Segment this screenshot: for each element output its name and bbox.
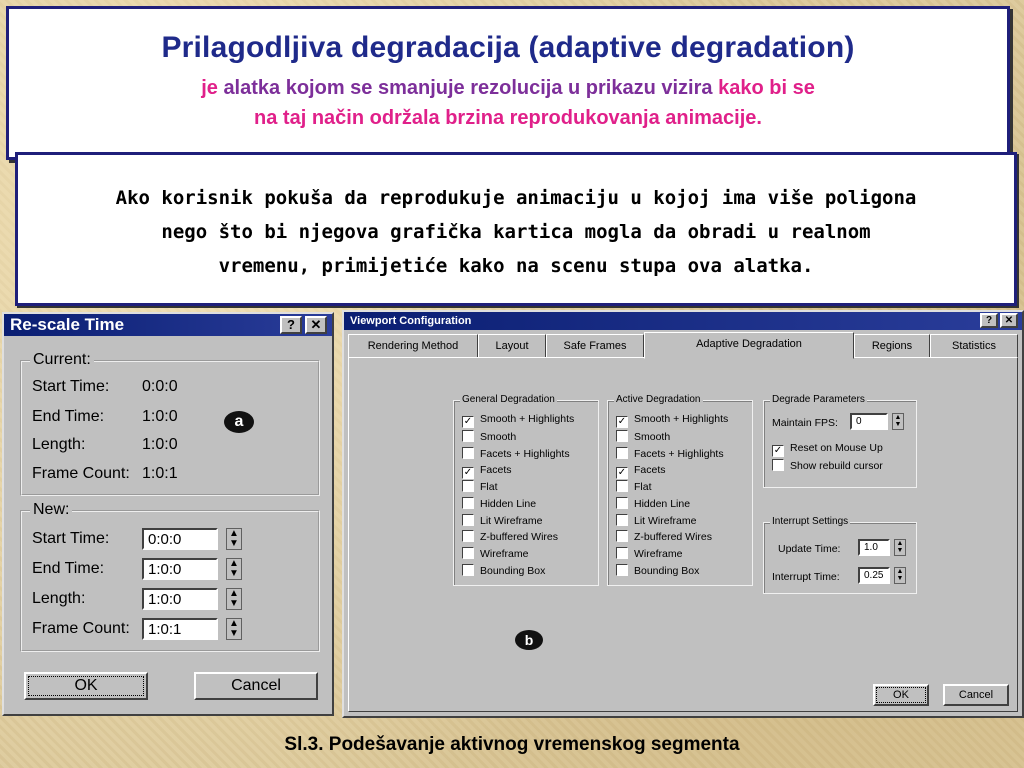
checkbox[interactable] [616,564,628,576]
ok-button[interactable]: OK [24,672,148,700]
checkbox[interactable] [462,530,474,542]
reset-on-mouse-up[interactable]: ✓ Reset on Mouse Up [773,442,883,456]
general-option[interactable]: ✓ Facets [463,464,512,478]
new-start-spinner[interactable]: ▲ ▼ [226,528,242,550]
checkbox[interactable]: ✓ [617,416,627,427]
subtitle-part-1: je [201,77,218,99]
current-frame-value: 1:0:1 [142,465,178,482]
viewport-titlebar[interactable] [344,312,1022,330]
checkbox[interactable] [462,430,474,442]
checkbox[interactable] [616,514,628,526]
tab-bar [348,334,1018,358]
checkbox[interactable]: ✓ [463,467,473,478]
vp-cancel-button[interactable]: Cancel [943,684,1009,706]
update-time-spinner[interactable]: ▲ ▼ [894,539,906,556]
checkbox[interactable]: ✓ [773,445,783,456]
checkbox[interactable] [462,514,474,526]
help-button[interactable]: ? [280,316,302,334]
subtitle-part-2: alatka kojom se smanjuje rezolucija u prikazu vizira [223,77,713,99]
interrupt-settings-group [763,516,917,594]
update-time-input[interactable]: 1.0 [858,539,890,556]
active-degradation-label: Active Degradation [616,394,701,405]
checkbox[interactable] [616,497,628,509]
interrupt-time-label: Interrupt Time: [772,571,840,583]
new-start-label: Start Time: [32,530,110,547]
general-option[interactable]: ✓ Smooth + Highlights [463,413,575,427]
badge-a: a [224,411,254,433]
badge-b: b [515,630,543,650]
general-option[interactable]: Flat [462,480,498,494]
active-option[interactable]: Flat [616,480,652,494]
new-length-label: Length: [32,590,86,607]
new-frame-spinner[interactable]: ▲ ▼ [226,618,242,640]
general-option[interactable]: Hidden Line [462,497,536,511]
active-option[interactable]: Facets + Highlights [616,447,724,461]
slide-title: Prilagodljiva degradacija (adaptive degradation) [161,31,855,64]
vp-help-button[interactable]: ? [980,313,998,328]
general-degradation-label: General Degradation [462,394,555,405]
interrupt-time-input[interactable]: 0.25 [858,567,890,584]
new-group [20,501,320,652]
figure-caption: Sl.3. Podešavanje aktivnog vremenskog segmenta [284,734,740,755]
degrade-parameters-group [763,394,917,488]
new-end-input[interactable]: 1:0:0 [142,558,218,580]
current-start-value: 0:0:0 [142,378,178,395]
new-group-label: New: [30,501,72,519]
active-option[interactable]: Hidden Line [616,497,690,511]
info-line-2: nego što bi njegova grafička kartica mogla da obradi u realnom [161,221,871,243]
checkbox[interactable] [616,530,628,542]
checkbox[interactable]: ✓ [617,467,627,478]
checkbox[interactable] [772,459,784,471]
general-degradation-group [453,394,599,586]
current-length-label: Length: [32,436,86,453]
current-frame-label: Frame Count: [32,465,130,482]
current-group-label: Current: [30,351,94,369]
tab-layout[interactable]: Layout [478,334,546,358]
rescale-titlebar[interactable] [4,314,332,336]
subtitle-line-2: na taj način održala brzina reprodukovanja animacije. [254,107,762,129]
degrade-parameters-label: Degrade Parameters [772,394,865,405]
viewport-title: Viewport Configuration [350,315,472,327]
current-start-label: Start Time: [32,378,110,395]
checkbox[interactable] [616,447,628,459]
tab-safe-frames[interactable]: Safe Frames [546,334,644,358]
vp-ok-button[interactable]: OK [873,684,929,706]
active-option[interactable]: Bounding Box [616,564,699,578]
active-degradation-group [607,394,753,586]
checkbox[interactable] [616,480,628,492]
checkbox[interactable] [462,480,474,492]
maintain-fps-label: Maintain FPS: [772,417,838,429]
checkbox[interactable] [616,547,628,559]
new-end-spinner[interactable]: ▲ ▼ [226,558,242,580]
update-time-label: Update Time: [778,543,841,555]
info-text-box [15,152,1017,306]
maintain-fps-input[interactable]: 0 [850,413,888,430]
current-end-label: End Time: [32,408,105,425]
new-length-spinner[interactable]: ▲ ▼ [226,588,242,610]
maintain-fps-spinner[interactable]: ▲ ▼ [892,413,904,430]
info-line-1: Ako korisnik pokuša da reprodukuje animaciju u kojoj ima više poligona [115,187,917,209]
interrupt-settings-label: Interrupt Settings [772,516,849,527]
new-frame-input[interactable]: 1:0:1 [142,618,218,640]
active-option[interactable]: Lit Wireframe [616,514,696,528]
active-option[interactable]: ✓ Smooth + Highlights [617,413,729,427]
new-frame-label: Frame Count: [32,620,130,637]
adaptive-degradation-panel [348,357,1018,712]
cancel-button[interactable]: Cancel [194,672,318,700]
subtitle-part-3: kako bi se [718,77,815,99]
active-option[interactable]: Wireframe [616,547,682,561]
checkbox[interactable] [462,497,474,509]
general-option[interactable]: Lit Wireframe [462,514,542,528]
general-option[interactable]: Smooth [462,430,516,444]
tab-regions[interactable]: Regions [854,334,930,358]
general-option[interactable]: Wireframe [462,547,528,561]
checkbox[interactable]: ✓ [463,416,473,427]
active-option[interactable]: ✓ Facets [617,464,666,478]
show-rebuild-cursor[interactable]: Show rebuild cursor [772,459,883,473]
checkbox[interactable] [616,430,628,442]
active-option[interactable]: Z-buffered Wires [616,530,712,544]
viewport-configuration-dialog [342,310,1024,718]
checkbox[interactable] [462,547,474,559]
new-end-label: End Time: [32,560,105,577]
vp-close-button[interactable]: ✕ [1000,313,1018,328]
slide-title-box [6,6,1010,160]
checkbox[interactable] [462,447,474,459]
general-option[interactable]: Facets + Highlights [462,447,570,461]
active-option[interactable]: Smooth [616,430,670,444]
current-end-value: 1:0:0 [142,408,178,425]
current-group [20,351,320,496]
info-line-3: vremenu, primijetiće kako na scenu stupa ova alatka. [218,255,814,277]
general-option[interactable]: Z-buffered Wires [462,530,558,544]
rescale-time-dialog [2,312,334,716]
current-length-value: 1:0:0 [142,436,178,453]
tab-statistics[interactable]: Statistics [930,334,1018,358]
new-length-input[interactable]: 1:0:0 [142,588,218,610]
general-option[interactable]: Bounding Box [462,564,545,578]
tab-adaptive-degradation[interactable]: Adaptive Degradation [644,332,854,359]
checkbox[interactable] [462,564,474,576]
rescale-title: Re-scale Time [10,315,125,334]
tab-rendering-method[interactable]: Rendering Method [348,334,478,358]
new-start-input[interactable]: 0:0:0 [142,528,218,550]
close-button[interactable]: ✕ [305,316,327,334]
interrupt-time-spinner[interactable]: ▲ ▼ [894,567,906,584]
subtitle-line-1 [9,73,1007,103]
